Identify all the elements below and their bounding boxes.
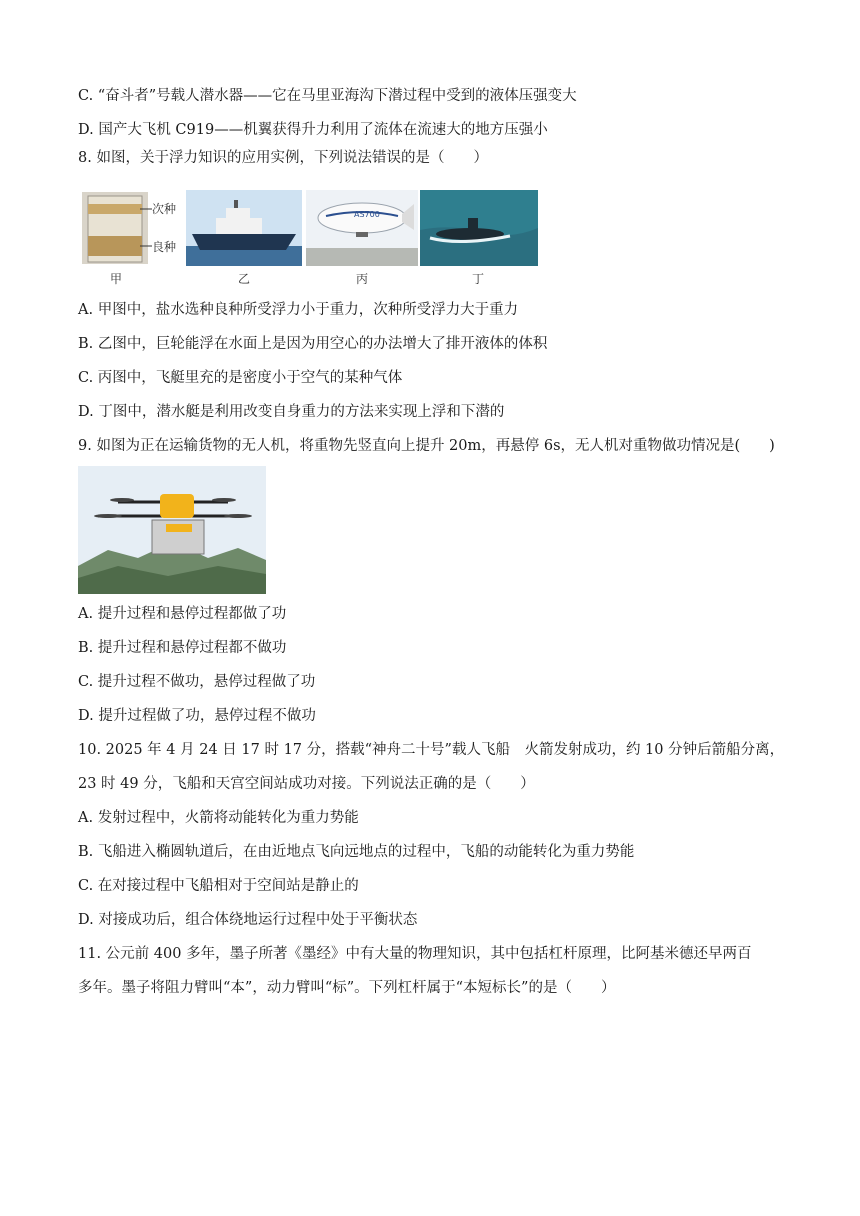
- q10-option-d: D. 对接成功后，组合体绕地运行过程中处于平衡状态: [78, 912, 418, 928]
- q7-option-d: D. 国产大飞机 C919——机翼获得升力利用了流体在流速大的地方压强小: [78, 122, 548, 138]
- q10-option-c: C. 在对接过程中飞船相对于空间站是静止的: [78, 878, 359, 894]
- q10-stem-line1: 10. 2025 年 4 月 24 日 17 时 17 分，搭载“神舟二十号”载人飞船 火箭发射成功，约 10 分钟后箭船分离，: [78, 742, 785, 758]
- q11-stem-line2: 多年。墨子将阻力臂叫“本”，动力臂叫“标”。下列杠杆属于“本短标长”的是（ ）: [78, 980, 616, 996]
- label-liangzhong: 良种: [152, 240, 177, 254]
- submarine-image: [420, 190, 538, 266]
- q8-option-c: C. 丙图中，飞艇里充的是密度小于空气的某种气体: [78, 370, 403, 386]
- caption-ding: 丁: [472, 272, 485, 286]
- label-cizhong: 次种: [152, 202, 177, 216]
- ship-image: [186, 190, 302, 266]
- q9-option-a: A. 提升过程和悬停过程都做了功: [78, 606, 287, 622]
- q9-option-c: C. 提升过程不做功，悬停过程做了功: [78, 674, 316, 690]
- q8-stem: 8. 如图，关于浮力知识的应用实例，下列说法错误的是（ ）: [78, 150, 488, 166]
- q10-option-b: B. 飞船进入椭圆轨道后，在由近地点飞向远地点的过程中，飞船的动能转化为重力势能: [78, 844, 635, 860]
- q10-stem-line2: 23 时 49 分，飞船和天宫空间站成功对接。下列说法正确的是（ ）: [78, 776, 535, 792]
- caption-yi: 乙: [238, 272, 251, 286]
- q8-option-d: D. 丁图中，潜水艇是利用改变自身重力的方法来实现上浮和下潜的: [78, 404, 505, 420]
- airship-marking: AS700: [354, 210, 380, 219]
- caption-jia: 甲: [110, 272, 123, 286]
- q9-stem: 9. 如图为正在运输货物的无人机，将重物先竖直向上提升 20m，再悬停 6s，无人机对重物做功情况是( ): [78, 438, 775, 454]
- seed-beaker-image: [80, 190, 190, 266]
- q8-option-a: A. 甲图中，盐水选种良种所受浮力小于重力，次种所受浮力大于重力: [78, 302, 519, 318]
- caption-bing: 丙: [356, 272, 369, 286]
- drone-image: [78, 466, 266, 594]
- q8-option-b: B. 乙图中，巨轮能浮在水面上是因为用空心的办法增大了排开液体的体积: [78, 336, 548, 352]
- airship-image: [306, 190, 418, 266]
- q7-option-c: C. “奋斗者”号载人潜水器——它在马里亚海沟下潜过程中受到的液体压强变大: [78, 88, 577, 104]
- q9-option-b: B. 提升过程和悬停过程都不做功: [78, 640, 287, 656]
- q9-option-d: D. 提升过程做了功，悬停过程不做功: [78, 708, 316, 724]
- q10-option-a: A. 发射过程中，火箭将动能转化为重力势能: [78, 810, 359, 826]
- q11-stem-line1: 11. 公元前 400 多年，墨子所著《墨经》中有大量的物理知识，其中包括杠杆原理，比阿基米德还早两百: [78, 946, 752, 962]
